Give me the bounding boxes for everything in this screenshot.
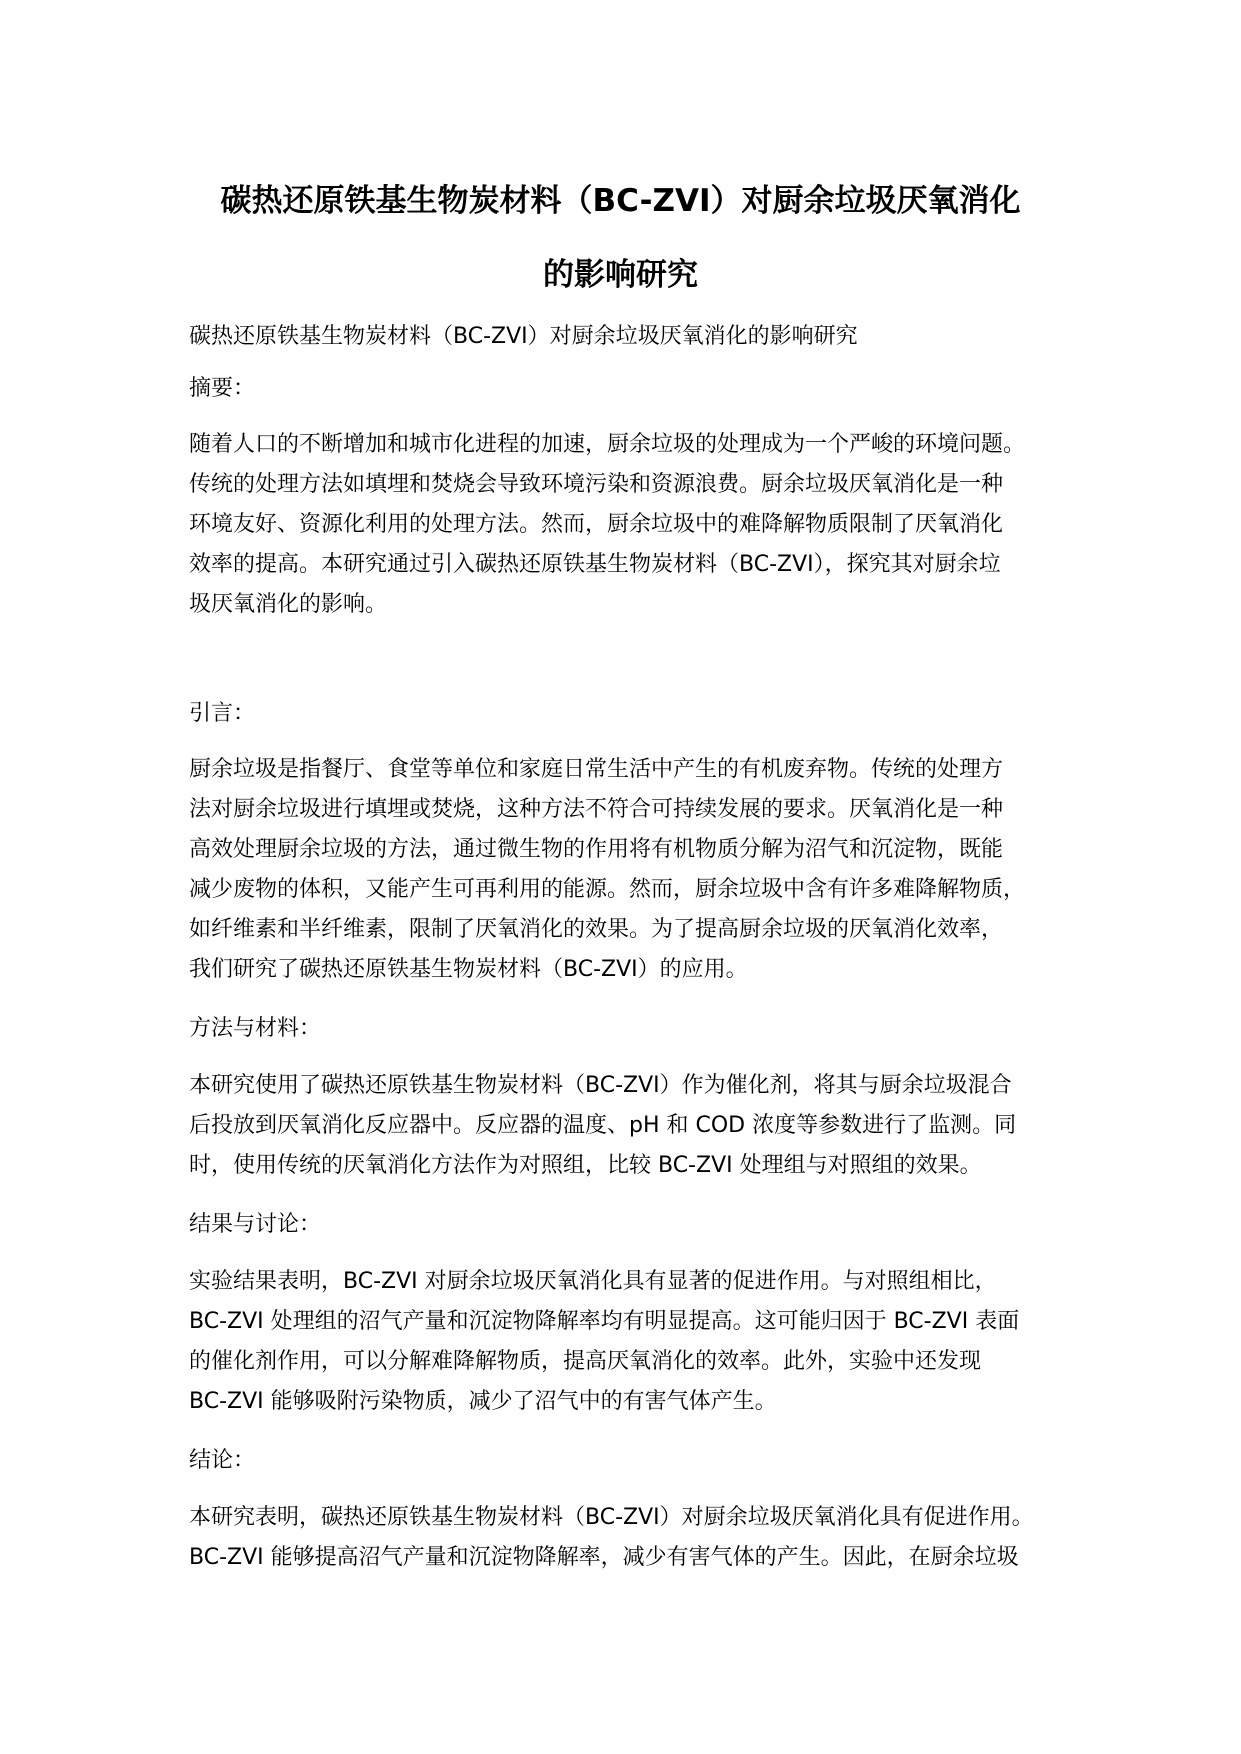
paragraph-line: 随着人口的不断增加和城市化进程的加速，厨余垃圾的处理成为一个严峻的环境问题。 bbox=[189, 432, 1026, 457]
document-subtitle: 碳热还原铁基生物炭材料（BC-ZVI）对厨余垃圾厌氧消化的影响研究 bbox=[189, 324, 858, 349]
paragraph-line: 本研究使用了碳热还原铁基生物炭材料（BC-ZVI）作为催化剂，将其与厨余垃圾混合 bbox=[189, 1073, 1012, 1098]
section-body-conclusion bbox=[189, 1498, 1089, 1578]
paragraph-line: 实验结果表明，BC-ZVI 对厨余垃圾厌氧消化具有显著的促进作用。与对照组相比， bbox=[189, 1269, 997, 1294]
paragraph-line: 如纤维素和半纤维素，限制了厌氧消化的效果。为了提高厨余垃圾的厌氧消化效率， bbox=[189, 917, 1004, 942]
paragraph-line: 后投放到厌氧消化反应器中。反应器的温度、pH 和 COD 浓度等参数进行了监测。同 bbox=[189, 1113, 1017, 1138]
paragraph-line: 效率的提高。本研究通过引入碳热还原铁基生物炭材料（BC-ZVI），探究其对厨余垃 bbox=[189, 552, 1001, 577]
paragraph-line: 我们研究了碳热还原铁基生物炭材料（BC-ZVI）的应用。 bbox=[189, 957, 748, 982]
section-body-abstract bbox=[189, 425, 1089, 625]
section-heading-abstract: 摘要： bbox=[189, 376, 256, 401]
paragraph-line: 本研究表明，碳热还原铁基生物炭材料（BC-ZVI）对厨余垃圾厌氧消化具有促进作用。 bbox=[189, 1505, 1034, 1530]
paragraph-line: 环境友好、资源化利用的处理方法。然而，厨余垃圾中的难降解物质限制了厌氧消化 bbox=[189, 512, 1004, 537]
section-heading-conclusion: 结论： bbox=[189, 1448, 256, 1473]
paragraph-line: 圾厌氧消化的影响。 bbox=[189, 592, 388, 617]
paragraph-line: 时，使用传统的厌氧消化方法作为对照组，比较 BC-ZVI 处理组与对照组的效果。 bbox=[189, 1153, 982, 1178]
paragraph-line: 减少废物的体积，又能产生可再利用的能源。然而，厨余垃圾中含有许多难降解物质， bbox=[189, 877, 1026, 902]
paragraph-line: BC-ZVI 能够提高沼气产量和沉淀物降解率，减少有害气体的产生。因此，在厨余垃圾 bbox=[189, 1545, 1019, 1570]
paragraph-line: BC-ZVI 处理组的沼气产量和沉淀物降解率均有明显提高。这可能归因于 BC-ZVI 表面 bbox=[189, 1309, 1020, 1334]
section-body-methods bbox=[189, 1066, 1089, 1186]
paragraph-line: 传统的处理方法如填埋和焚烧会导致环境污染和资源浪费。厨余垃圾厌氧消化是一种 bbox=[189, 472, 1004, 497]
section-heading-introduction: 引言： bbox=[189, 701, 256, 726]
document-title-line-2: 的影响研究 bbox=[543, 257, 698, 293]
section-body-introduction bbox=[189, 750, 1089, 990]
paragraph-line: 的催化剂作用，可以分解难降解物质，提高厌氧消化的效率。此外，实验中还发现 bbox=[189, 1349, 982, 1374]
section-body-results bbox=[189, 1262, 1089, 1422]
paragraph-line: 厨余垃圾是指餐厅、食堂等单位和家庭日常生活中产生的有机废弃物。传统的处理方 bbox=[189, 757, 1004, 782]
document-title-line-1: 碳热还原铁基生物炭材料（BC-ZVI）对厨余垃圾厌氧消化 bbox=[220, 183, 1021, 219]
paragraph-line: BC-ZVI 能够吸附污染物质，减少了沼气中的有害气体产生。 bbox=[189, 1389, 777, 1414]
paragraph-line: 高效处理厨余垃圾的方法，通过微生物的作用将有机物质分解为沼气和沉淀物，既能 bbox=[189, 837, 1004, 862]
paragraph-line: 法对厨余垃圾进行填埋或焚烧，这种方法不符合可持续发展的要求。厌氧消化是一种 bbox=[189, 797, 1004, 822]
section-heading-methods: 方法与材料： bbox=[189, 1016, 322, 1041]
section-heading-results: 结果与讨论： bbox=[189, 1212, 322, 1237]
